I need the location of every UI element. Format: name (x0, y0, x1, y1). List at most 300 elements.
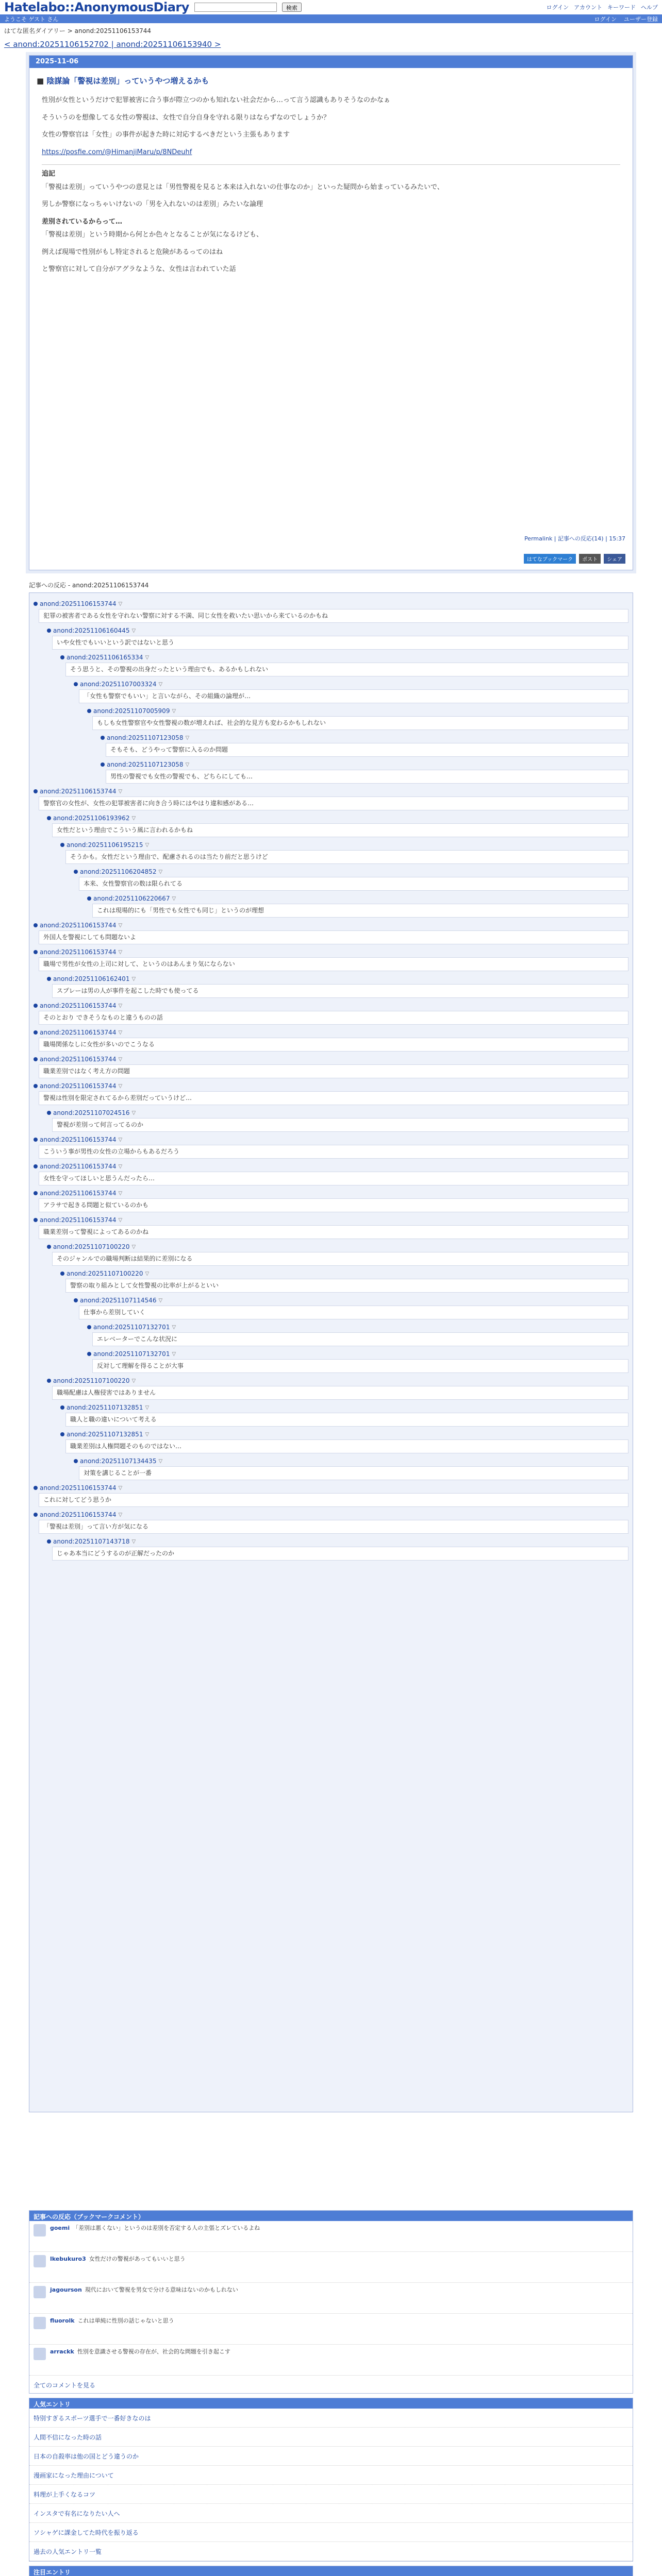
bookmark-user[interactable]: fluorolk (50, 2317, 75, 2324)
bullet-icon (60, 1432, 64, 1436)
bullet-icon (101, 736, 105, 740)
reply-link[interactable]: anond:20251106195215 (67, 841, 143, 849)
entry-paragraph: と警察官に対して自分がアグラなような、女性は言われていた話 (42, 265, 236, 273)
reply-node (87, 707, 628, 784)
reply-text: そもそも、どうやって警察に入るのか問題 (106, 743, 628, 757)
new-heading: 注目エントリ (29, 2566, 633, 2576)
popular-link[interactable]: 漫画家になった理由について (34, 2471, 114, 2479)
reply-header (34, 922, 628, 929)
popular-item (29, 2504, 633, 2523)
bullet-icon (34, 1004, 38, 1008)
reply-text: これに対してどう思うか (39, 1493, 628, 1507)
bullet-icon (60, 1405, 64, 1410)
avatar[interactable] (34, 2224, 46, 2236)
entry-title-link[interactable]: 陰謀論「警視は差別」っていうやつ増えるかも (46, 76, 209, 86)
reply-node (34, 1082, 628, 1132)
reply-arrow-icon[interactable]: ▽ (118, 1485, 123, 1491)
reply-node (74, 1297, 628, 1373)
site-header (0, 0, 662, 14)
reply-arrow-icon[interactable]: ▽ (145, 842, 150, 848)
reply-arrow-icon[interactable]: ▽ (131, 628, 136, 634)
reply-text: 職業差別ではなく考え方の問題 (39, 1064, 628, 1078)
reply-text: そのとおり できそうなものと違うものの話 (39, 1011, 628, 1025)
reply-node (34, 1163, 628, 1185)
external-link[interactable]: https://posfie.com/@HimanjiMaru/p/8NDeuhf (42, 148, 192, 156)
reply-node (101, 761, 628, 784)
reply-header (47, 1243, 628, 1250)
reply-text: 本来、女性警察官の数は限られてる (79, 877, 628, 891)
reply-node (34, 1190, 628, 1212)
reply-link[interactable]: anond:20251106220667 (93, 895, 170, 902)
entry-paragraph: 性別が女性というだけで犯罪被害に合う事が際立つのかも知れない社会だから…って言う認識もありそうなのかなぁ (42, 96, 391, 104)
reply-link[interactable]: anond:20251106165334 (67, 654, 143, 661)
reply-link[interactable]: anond:20251106153744 (40, 600, 117, 607)
reply-header (74, 1458, 628, 1465)
reply-link[interactable]: anond:20251106153744 (40, 1190, 117, 1197)
avatar[interactable] (34, 2255, 46, 2267)
entry-footer (524, 534, 625, 564)
reply-arrow-icon[interactable]: ▽ (131, 1378, 136, 1384)
reply-node (47, 815, 628, 918)
reply-header (47, 815, 628, 822)
bullet-icon (74, 870, 78, 874)
bookmark-user[interactable]: lkebukuro3 (50, 2256, 86, 2262)
reply-node (60, 1431, 628, 1480)
reply-arrow-icon[interactable]: ▽ (185, 761, 190, 768)
reply-link[interactable]: anond:20251106162401 (53, 975, 130, 982)
reply-children (87, 895, 628, 918)
reply-header (34, 1511, 628, 1518)
reply-header (34, 788, 628, 795)
site-logo[interactable]: Hatelabo::AnonymousDiary (4, 0, 189, 14)
reply-node (47, 975, 628, 998)
reply-text: 警察官の女性が、女性の犯罪被害者に向き合う時にはやはり違和感がある… (39, 796, 628, 810)
reply-children (47, 1243, 628, 1480)
reply-arrow-icon[interactable]: ▽ (118, 601, 123, 607)
reply-text: 仕事から差別していく (79, 1306, 628, 1319)
reply-node (47, 1243, 628, 1373)
reply-children (74, 1297, 628, 1373)
avatar[interactable] (34, 2317, 46, 2329)
share-buttons (524, 554, 625, 564)
new-entries (29, 2566, 633, 2576)
bookmark-content (50, 2317, 174, 2341)
reply-link[interactable]: anond:20251106204852 (80, 868, 157, 875)
reply-link[interactable]: anond:20251107132701 (93, 1324, 170, 1331)
entry-paragraph: 女性の警察官は「女性」の事件が起きた時に対応するべきだという主張もあります (42, 131, 290, 139)
bullet-icon (47, 1379, 51, 1383)
reply-arrow-icon[interactable]: ▽ (145, 1431, 150, 1437)
entry-paragraph: 例えば現場で性別がもし特定されると危険があるってのはね (42, 248, 223, 256)
title-mark: ■ (37, 76, 44, 86)
reply-link[interactable]: anond:20251107123058 (107, 734, 184, 741)
popular-link[interactable]: 人間不信になった時の話 (34, 2433, 102, 2441)
reply-text: 職人と職の違いについて考える (65, 1413, 628, 1427)
reply-header (34, 1484, 628, 1492)
entry-body (29, 95, 633, 275)
reply-text: もしも女性警察官や女性警視の数が増えれば、社会的な見方も変わるかもしれない (92, 716, 628, 730)
popular-link[interactable]: 料理が上手くなるコツ (34, 2490, 96, 2498)
reply-node (60, 1270, 628, 1373)
reply-node (34, 1136, 628, 1159)
reply-arrow-icon[interactable]: ▽ (158, 681, 163, 687)
bookmark-text: 女性だけの警視があってもいいと思う (89, 2256, 186, 2262)
reply-link[interactable]: anond:20251106153744 (40, 1029, 117, 1036)
reply-text: そのジャンルでの職場判断は結果的に差別になる (52, 1252, 628, 1266)
bullet-icon (47, 977, 51, 981)
reply-header (74, 681, 628, 688)
reply-link[interactable]: anond:20251106153744 (40, 1082, 117, 1090)
entry-subheading: 差別されているからって… (42, 217, 123, 226)
reply-text: そうかも。女性だという理由で、配慮されるのは当たり前だと思うけど (65, 850, 628, 864)
reply-header (34, 1082, 628, 1090)
reply-text: 女性を守ってほしいと思うんだったら… (39, 1172, 628, 1185)
share-button[interactable]: シェア (604, 554, 625, 564)
header-links (547, 3, 658, 11)
bullet-icon (34, 1084, 38, 1088)
reply-text: 外国人を警視にしても問題ないよ (39, 930, 628, 944)
reply-arrow-icon[interactable]: ▽ (131, 815, 136, 821)
reply-children (74, 1458, 628, 1480)
register-link[interactable]: ユーザー登録 (624, 15, 658, 23)
bullet-icon (47, 1111, 51, 1115)
reply-node (74, 868, 628, 918)
reply-link[interactable]: anond:20251106153744 (40, 1002, 117, 1009)
reply-link[interactable]: anond:20251107100220 (53, 1377, 130, 1384)
reply-arrow-icon[interactable]: ▽ (172, 1324, 176, 1330)
reply-node (60, 841, 628, 918)
avatar[interactable] (34, 2286, 46, 2298)
reply-header (34, 1163, 628, 1170)
reply-link[interactable]: anond:20251107143718 (53, 1538, 130, 1545)
reply-link[interactable]: anond:20251106160445 (53, 627, 130, 634)
bookmark-content (50, 2255, 186, 2279)
reply-header (101, 761, 628, 768)
reply-link[interactable]: anond:20251106153744 (40, 1511, 117, 1518)
bullet-icon (34, 1030, 38, 1035)
reply-link[interactable]: anond:20251107100220 (53, 1243, 130, 1250)
reply-link[interactable]: anond:20251107100220 (67, 1270, 143, 1277)
bullet-icon (87, 896, 91, 901)
reply-children (87, 1324, 628, 1373)
reply-text: いや女性でもいいという訳ではないと思う (52, 636, 628, 650)
reply-link[interactable]: anond:20251106153744 (40, 1136, 117, 1143)
popular-item (29, 2428, 633, 2447)
bullet-icon (34, 950, 38, 954)
reply-children (47, 627, 628, 784)
bullet-icon (87, 1325, 91, 1329)
bullet-icon (34, 1057, 38, 1061)
reply-arrow-icon[interactable]: ▽ (118, 1163, 123, 1170)
addendum-heading: 追記 (42, 170, 56, 178)
bullet-icon (34, 1138, 38, 1142)
reply-header (60, 841, 628, 849)
reply-header (60, 1404, 628, 1411)
bullet-icon (34, 923, 38, 927)
reply-text: 職業差別は人権問題そのものではない… (65, 1439, 628, 1453)
bullet-icon (34, 1218, 38, 1222)
reply-link[interactable]: anond:20251107003324 (80, 681, 157, 688)
bookmark-row (29, 2345, 633, 2376)
reply-header (87, 1324, 628, 1331)
avatar[interactable] (34, 2348, 46, 2360)
reply-tree (29, 592, 633, 2112)
reply-arrow-icon[interactable]: ▽ (118, 922, 123, 928)
bullet-icon (60, 843, 64, 847)
reply-text: スプレーは男の人が事件を起こした時でも使ってる (52, 984, 628, 998)
entry-paragraph: そういうのを想像してる女性の警視は、女性で自分自身を守れる限りはならずなのでしょうか？ (42, 113, 330, 122)
reply-arrow-icon[interactable]: ▽ (145, 1270, 150, 1277)
reply-text: エレベーターでこんな状況に (92, 1332, 628, 1346)
reply-text: 対策を講じることが一番 (79, 1466, 628, 1480)
reply-node (47, 1109, 628, 1132)
reply-children (101, 734, 628, 784)
reply-arrow-icon[interactable]: ▽ (118, 1217, 123, 1223)
reply-node (34, 1056, 628, 1078)
reply-node (34, 600, 628, 784)
pager-links[interactable]: < anond:20251106152702 | anond:20251106153940 > (4, 40, 221, 49)
reply-arrow-icon[interactable]: ▽ (158, 1297, 163, 1303)
login-bar-link[interactable]: ログイン (594, 15, 617, 23)
reply-arrow-icon[interactable]: ▽ (172, 1351, 176, 1357)
reply-text: 女性だという理由でこういう風に言われるかもね (52, 823, 628, 837)
reply-text: アラサで起きる問題と似ているのかも (39, 1198, 628, 1212)
reply-link[interactable]: anond:20251106153744 (40, 1163, 117, 1170)
reply-children (60, 841, 628, 918)
reply-header (74, 1297, 628, 1304)
reply-header (47, 975, 628, 982)
reply-header (34, 1029, 628, 1036)
popular-link[interactable]: ソシャゲに課金してた時代を振り返る (34, 2529, 139, 2536)
bookmark-row (29, 2252, 633, 2283)
reply-link[interactable]: anond:20251107005909 (93, 707, 170, 715)
reply-text: 職業差別って警視によってあるのかね (39, 1225, 628, 1239)
more-comments-link[interactable]: 全てのコメントを見る (34, 2382, 96, 2389)
reply-node (47, 1538, 628, 1561)
reply-text: これは現場的にも「男性でも女性でも同じ」というのが理想 (92, 904, 628, 918)
popular-item (29, 2542, 633, 2561)
reply-text: 犯罪の被害者である女性を守れない警察に対する不満、同じ女性を救いたい思いから来ているのかもね (39, 609, 628, 623)
bullet-icon (87, 1352, 91, 1356)
reply-text: 「警視は差別」って言い方が気になる (39, 1520, 628, 1534)
reply-link[interactable]: anond:20251107134435 (80, 1458, 157, 1465)
reply-header (34, 1056, 628, 1063)
entry-paragraph: 男しか警察になっちゃいけないの「男を入れないのは差別」みたいな論理 (42, 200, 263, 208)
reply-node (34, 1002, 628, 1025)
reply-arrow-icon[interactable]: ▽ (185, 735, 190, 741)
reply-text: 警視は性別を限定されてるから差別だっていうけど… (39, 1091, 628, 1105)
popular-heading: 人気エントリ (29, 2398, 633, 2409)
reply-header (60, 1270, 628, 1277)
reply-link[interactable]: anond:20251106153744 (40, 788, 117, 795)
bookmark-user[interactable]: jagourson (50, 2286, 82, 2293)
popular-link[interactable]: 日本の自殺率は他の国とどう違うのか (34, 2452, 139, 2460)
popular-link[interactable]: インスタで有名になりたい人へ (34, 2510, 120, 2517)
keyword-link[interactable]: キーワード (607, 4, 636, 11)
reply-text: 警察の取り組みとして女性警視の比率が上がるといい (65, 1279, 628, 1293)
hatena-bookmark-button[interactable]: はてなブックマーク (524, 554, 576, 564)
reply-arrow-icon[interactable]: ▽ (145, 654, 150, 660)
trackback-title: 記事への反応 - anond:20251106153744 (29, 582, 149, 589)
reply-link[interactable]: anond:20251106153744 (40, 1484, 117, 1492)
reply-node (87, 1324, 628, 1346)
reply-header (87, 707, 628, 715)
bullet-icon (47, 629, 51, 633)
reply-arrow-icon[interactable]: ▽ (158, 869, 163, 875)
popular-item (29, 2485, 633, 2504)
search-button[interactable]: 検索 (282, 3, 302, 12)
popular-item (29, 2447, 633, 2466)
reply-link[interactable]: anond:20251107132701 (93, 1350, 170, 1358)
bookmark-heading: 記事への反応（ブックマークコメント） (29, 2211, 633, 2221)
reply-arrow-icon[interactable]: ▽ (131, 1110, 136, 1116)
login-link[interactable]: ログイン (546, 4, 569, 11)
reply-children (87, 707, 628, 784)
reply-link[interactable]: anond:20251107024516 (53, 1109, 130, 1116)
entry-paragraph: 「警視は差別」という時期から何とか色々となることが気になるけども、 (42, 231, 263, 239)
reply-arrow-icon[interactable]: ▽ (118, 1083, 123, 1089)
bookmark-user[interactable]: goemi (50, 2225, 70, 2231)
divider (42, 164, 620, 165)
reply-text: そう思うと、その警視の出身だったという理由でも、あるかもしれない (65, 663, 628, 676)
reply-header (34, 1190, 628, 1197)
reply-node (87, 1350, 628, 1373)
reply-link[interactable]: anond:20251106153744 (40, 948, 117, 956)
reply-header (101, 734, 628, 741)
post-button[interactable]: ポスト (579, 554, 601, 564)
reply-arrow-icon[interactable]: ▽ (131, 976, 136, 982)
reply-children (60, 1270, 628, 1373)
reply-header (47, 1538, 628, 1545)
entry-paragraph: 「警視は差別」っていうやつの意見とは「男性警視を見ると本来は入れないの仕事なのか」といった疑問から始まっているみたいで、 (42, 183, 444, 191)
reply-link[interactable]: anond:20251106193962 (53, 815, 130, 822)
bookmark-text: 「差別は悪くない」というのは差別を否定する人の主張とズレているよね (73, 2225, 260, 2231)
breadcrumb[interactable]: はてな匿名ダイアリー > anond:20251106153744 (4, 27, 152, 35)
reply-link[interactable]: anond:20251107123058 (107, 761, 184, 768)
reply-node (87, 895, 628, 918)
reply-children (60, 654, 628, 784)
reply-node (34, 1511, 628, 1561)
reply-node (34, 1484, 628, 1507)
account-link[interactable]: アカウント (574, 4, 602, 11)
reply-link[interactable]: anond:20251106153744 (40, 1216, 117, 1224)
reply-link[interactable]: anond:20251107132851 (67, 1431, 143, 1438)
popular-link[interactable]: 過去の人気エントリ一覧 (34, 2548, 102, 2555)
diary-entry (29, 55, 633, 570)
reply-arrow-icon[interactable]: ▽ (118, 1190, 123, 1196)
reply-node (74, 1458, 628, 1480)
bookmark-content (50, 2224, 260, 2248)
reply-arrow-icon[interactable]: ▽ (131, 1244, 136, 1250)
reply-children (47, 815, 628, 918)
bullet-icon (47, 1539, 51, 1544)
entry-date: 2025-11-06 (29, 56, 633, 68)
reply-node (34, 1216, 628, 1480)
bullet-icon (34, 1513, 38, 1517)
reply-node (34, 788, 628, 918)
reply-arrow-icon[interactable]: ▽ (118, 1003, 123, 1009)
reply-text: 職場関係なしに女性が多いのでこうなる (39, 1038, 628, 1052)
reply-link[interactable]: anond:20251107114546 (80, 1297, 157, 1304)
welcome-text: ようこそ ゲスト さん (4, 15, 59, 23)
bullet-icon (101, 762, 105, 767)
reply-children (47, 975, 628, 998)
bullet-icon (47, 816, 51, 820)
bookmark-row (29, 2221, 633, 2252)
reply-arrow-icon[interactable]: ▽ (118, 949, 123, 955)
reply-arrow-icon[interactable]: ▽ (158, 1458, 163, 1464)
reply-text: 警視が差別って何言ってるのか (52, 1118, 628, 1132)
reply-link[interactable]: anond:20251107132851 (67, 1404, 143, 1411)
bullet-icon (74, 682, 78, 686)
permalink[interactable]: Permalink | 記事への反応(14) | 15:37 (524, 535, 625, 542)
reply-arrow-icon[interactable]: ▽ (131, 1538, 136, 1545)
reply-text: 職場配慮は人権侵害ではありません (52, 1386, 628, 1400)
popular-item (29, 2409, 633, 2428)
reply-arrow-icon[interactable]: ▽ (172, 708, 176, 714)
search-input[interactable] (194, 3, 277, 12)
reply-header (60, 1431, 628, 1438)
entry-title (29, 68, 633, 95)
popular-item (29, 2523, 633, 2542)
reply-node (34, 1029, 628, 1052)
page-title (0, 37, 662, 55)
reply-children (47, 1538, 628, 1561)
reply-arrow-icon[interactable]: ▽ (118, 1029, 123, 1036)
reply-header (47, 1109, 628, 1116)
reply-header (47, 627, 628, 634)
bookmark-row (29, 2314, 633, 2345)
bookmark-comments (29, 2210, 633, 2394)
help-link[interactable]: ヘルプ (641, 4, 658, 11)
bookmark-text: 性別を意識させる警視の存在が、社会的な問題を引き起こす (77, 2348, 230, 2355)
reply-header (34, 1136, 628, 1143)
popular-link[interactable]: 特別すぎるスポーツ選手で一番好きなのは (34, 2414, 151, 2422)
reply-arrow-icon[interactable]: ▽ (145, 1404, 150, 1411)
reply-arrow-icon[interactable]: ▽ (118, 1137, 123, 1143)
reply-node (60, 1404, 628, 1427)
reply-header (34, 1002, 628, 1009)
reply-header (34, 1216, 628, 1224)
bullet-icon (34, 789, 38, 793)
bullet-icon (34, 1164, 38, 1168)
reply-children (74, 868, 628, 918)
reply-arrow-icon[interactable]: ▽ (118, 1056, 123, 1062)
reply-text: 「女性も警察でもいい」と言いながら、その組織の論理が… (79, 689, 628, 703)
reply-arrow-icon[interactable]: ▽ (172, 895, 176, 902)
bookmark-text: 現代において警視を男女で分ける意味はないのかもしれない (85, 2286, 238, 2293)
reply-link[interactable]: anond:20251106153744 (40, 922, 117, 929)
reply-header (60, 654, 628, 661)
reply-node (34, 922, 628, 944)
bookmark-user[interactable]: arrackk (50, 2348, 74, 2355)
popular-item (29, 2466, 633, 2485)
reply-text: こういう事が男性の女性の立場からもあるだろう (39, 1145, 628, 1159)
reply-link[interactable]: anond:20251106153744 (40, 1056, 117, 1063)
reply-node (101, 734, 628, 757)
reply-children (74, 681, 628, 784)
reply-text: 男性の警視でも女性の警視でも、どちらにしても… (106, 770, 628, 784)
reply-arrow-icon[interactable]: ▽ (118, 1512, 123, 1518)
bullet-icon (60, 1272, 64, 1276)
reply-header (74, 868, 628, 875)
reply-header (34, 600, 628, 607)
reply-arrow-icon[interactable]: ▽ (118, 788, 123, 794)
bullet-icon (34, 602, 38, 606)
bookmark-content (50, 2348, 230, 2372)
bullet-icon (34, 1486, 38, 1490)
bookmark-text: これは単純に性別の話じゃないと思う (77, 2317, 174, 2324)
